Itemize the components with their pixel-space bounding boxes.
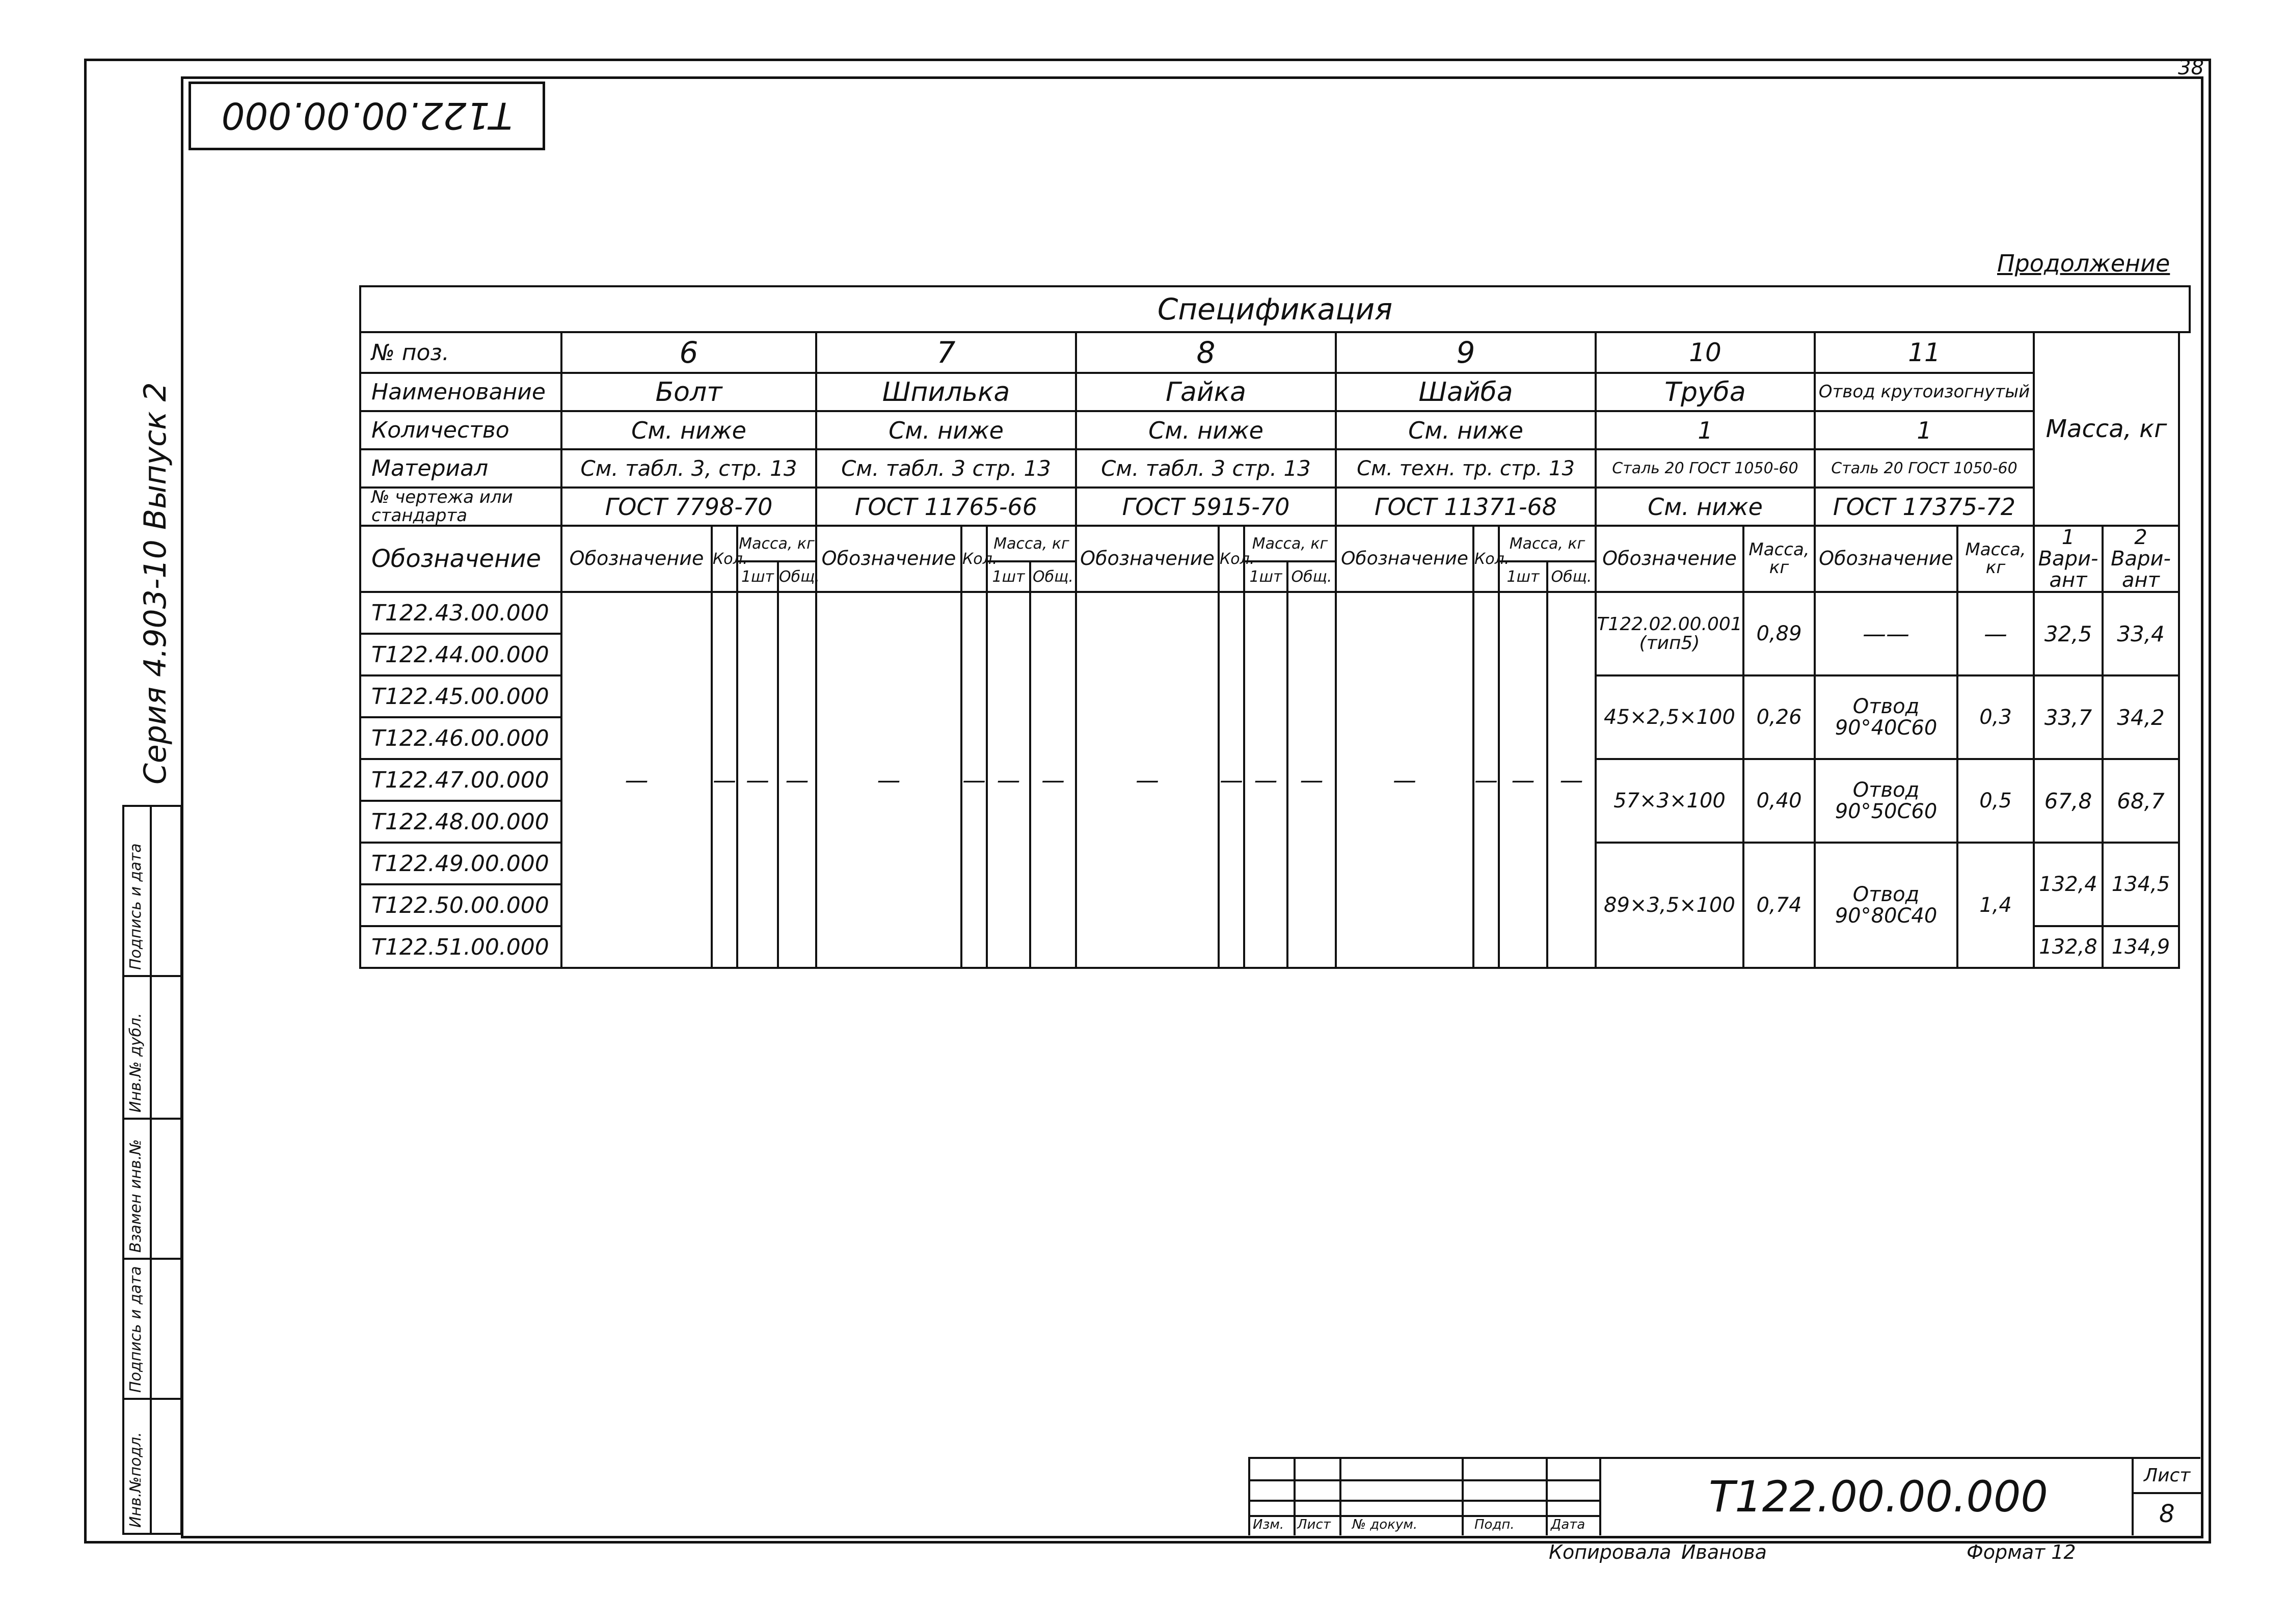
v1-group-1: 32,5	[2034, 592, 2103, 675]
dash-9-total: —	[1547, 592, 1596, 968]
copier-name: Иванова	[1681, 1541, 1767, 1563]
bend-group-3: Отвод 90°50С60	[1815, 759, 1957, 843]
table-row: Т122.48.00.000	[360, 801, 561, 843]
table-row: Т122.46.00.000	[360, 717, 561, 759]
tb-col-sheet: Лист	[1297, 1517, 1331, 1532]
standard-11: ГОСТ 17375-72	[1815, 488, 2034, 526]
title-block	[1248, 1457, 2200, 1535]
pos-6: 6	[561, 332, 816, 373]
dash-6-total: —	[778, 592, 816, 968]
bend-group-4: Отвод 90°80С40	[1815, 843, 1957, 968]
left-stamp-sign-date-1: Подпись и дата	[127, 1266, 145, 1393]
sub-designation-7: Обозначение	[816, 526, 961, 592]
pipe-mass-group-4: 0,74	[1743, 843, 1815, 968]
label-qty: Количество	[360, 411, 561, 449]
label-name: Наименование	[360, 373, 561, 411]
table-row: Т122.50.00.000	[360, 884, 561, 926]
sub-qty-6: Кол.	[712, 526, 737, 592]
top-stamp-text: Т122.00.00.000	[221, 94, 513, 138]
tb-col-date: Дата	[1551, 1517, 1585, 1532]
material-9: См. техн. тр. стр. 13	[1336, 449, 1596, 488]
dash-7-qty: —	[961, 592, 987, 968]
pipe-group-4: 89×3,5×100	[1596, 843, 1743, 968]
left-stamp-sign-date-2: Подпись и дата	[127, 843, 145, 970]
sheet-number: 8	[2159, 1500, 2175, 1528]
label-designation: Обозначение	[360, 526, 561, 592]
table-row: Т122.51.00.000	[360, 926, 561, 968]
standard-6: ГОСТ 7798-70	[561, 488, 816, 526]
dash-7: —	[816, 592, 961, 968]
continuation-label: Продолжение	[1997, 250, 2170, 277]
variant-1-header: 1 Вари-ант	[2034, 526, 2103, 592]
pos-8: 8	[1076, 332, 1336, 373]
label-material: Материал	[360, 449, 561, 488]
name-9: Шайба	[1336, 373, 1596, 411]
left-stamp-column	[122, 805, 182, 1535]
pipe-mass-group-2: 0,26	[1743, 675, 1815, 759]
sub-designation-10: Обозначение	[1596, 526, 1743, 592]
pipe-mass-group-3: 0,40	[1743, 759, 1815, 843]
dash-6-qty: —	[712, 592, 737, 968]
spec-title: Спецификация	[360, 286, 2190, 332]
dash-9: —	[1336, 592, 1473, 968]
material-10: Сталь 20 ГОСТ 1050-60	[1596, 449, 1815, 488]
format-label: Формат 12	[1967, 1541, 2076, 1563]
standard-10: См. ниже	[1596, 488, 1815, 526]
sub-one-9: 1шт	[1499, 561, 1547, 592]
table-row: Т122.44.00.000	[360, 634, 561, 675]
sub-designation-8: Обозначение	[1076, 526, 1219, 592]
sub-mass-9: Масса, кг	[1499, 526, 1596, 561]
dash-9-one: —	[1499, 592, 1547, 968]
sub-total-9: Общ.	[1547, 561, 1596, 592]
sub-qty-7: Кол.	[961, 526, 987, 592]
standard-7: ГОСТ 11765-66	[816, 488, 1076, 526]
left-stamp-inv-dup: Инв.№ дубл.	[127, 1013, 145, 1113]
sub-designation-6: Обозначение	[561, 526, 712, 592]
series-text: Серия 4.903-10 Выпуск 2	[138, 382, 173, 784]
pipe-group-2: 45×2,5×100	[1596, 675, 1743, 759]
v1-group-4: 132,4	[2034, 843, 2103, 926]
specification-table	[359, 285, 2191, 969]
bend-mass-group-4: 1,4	[1957, 843, 2034, 968]
dash-8-qty: —	[1219, 592, 1244, 968]
dash-7-one: —	[987, 592, 1030, 968]
mass-header: Масса, кг	[2034, 332, 2179, 526]
standard-9: ГОСТ 11371-68	[1336, 488, 1596, 526]
sub-mass-11: Масса, кг	[1957, 526, 2034, 592]
sub-total-6: Общ.	[778, 561, 816, 592]
label-pos: № поз.	[360, 332, 561, 373]
bend-mass-group-2: 0,3	[1957, 675, 2034, 759]
name-7: Шпилька	[816, 373, 1076, 411]
qty-8: См. ниже	[1076, 411, 1336, 449]
sub-total-8: Общ.	[1287, 561, 1336, 592]
tb-col-change: Изм.	[1253, 1517, 1284, 1532]
sub-mass-8: Масса, кг	[1244, 526, 1336, 561]
table-row: Т122.47.00.000	[360, 759, 561, 801]
table-row: Т122.49.00.000	[360, 843, 561, 884]
sub-mass-7: Масса, кг	[987, 526, 1076, 561]
sub-mass-10: Масса, кг	[1743, 526, 1815, 592]
name-10: Труба	[1596, 373, 1815, 411]
pos-9: 9	[1336, 332, 1596, 373]
sub-designation-9: Обозначение	[1336, 526, 1473, 592]
dash-6: —	[561, 592, 712, 968]
qty-11: 1	[1815, 411, 2034, 449]
top-stamp	[189, 82, 545, 150]
material-6: См. табл. 3, стр. 13	[561, 449, 816, 488]
v1-last-row: 132,8	[2034, 926, 2103, 968]
v2-group-2: 34,2	[2103, 675, 2179, 759]
sub-qty-9: Кол.	[1473, 526, 1499, 592]
material-11: Сталь 20 ГОСТ 1050-60	[1815, 449, 2034, 488]
v2-group-4: 134,5	[2103, 843, 2179, 926]
sub-qty-8: Кол.	[1219, 526, 1244, 592]
title-block-code: Т122.00.00.000	[1709, 1472, 2048, 1522]
bend-group-1: ——	[1815, 592, 1957, 675]
pos-7: 7	[816, 332, 1076, 373]
qty-7: См. ниже	[816, 411, 1076, 449]
dash-8-total: —	[1287, 592, 1336, 968]
v1-group-3: 67,8	[2034, 759, 2103, 843]
bend-mass-group-3: 0,5	[1957, 759, 2034, 843]
copied-label: Копировала	[1549, 1541, 1672, 1563]
tb-col-docnum: № докум.	[1352, 1517, 1418, 1532]
sub-total-7: Общ.	[1030, 561, 1076, 592]
sub-one-6: 1шт	[737, 561, 778, 592]
qty-9: См. ниже	[1336, 411, 1596, 449]
name-6: Болт	[561, 373, 816, 411]
sub-one-8: 1шт	[1244, 561, 1287, 592]
qty-6: См. ниже	[561, 411, 816, 449]
pipe-group-3: 57×3×100	[1596, 759, 1743, 843]
pos-11: 11	[1815, 332, 2034, 373]
sub-one-7: 1шт	[987, 561, 1030, 592]
v2-group-3: 68,7	[2103, 759, 2179, 843]
pos-10: 10	[1596, 332, 1815, 373]
dash-8-one: —	[1244, 592, 1287, 968]
left-stamp-inv-orig: Инв.№подл.	[127, 1432, 145, 1528]
material-7: См. табл. 3 стр. 13	[816, 449, 1076, 488]
bend-mass-group-1: —	[1957, 592, 2034, 675]
sheet-corner-number: 38	[2178, 56, 2204, 79]
pipe-group-1: Т122.02.00.001 (тип5)	[1596, 592, 1743, 675]
table-row: Т122.43.00.000	[360, 592, 561, 634]
sub-designation-11: Обозначение	[1815, 526, 1957, 592]
bend-group-2: Отвод 90°40С60	[1815, 675, 1957, 759]
sheet-label: Лист	[2144, 1465, 2191, 1486]
label-drawing: № чертежа или стандарта	[360, 488, 561, 526]
v2-last-row: 134,9	[2103, 926, 2179, 968]
left-stamp-replace: Взамен инв.№	[127, 1139, 145, 1253]
dash-9-qty: —	[1473, 592, 1499, 968]
dash-8: —	[1076, 592, 1219, 968]
standard-8: ГОСТ 5915-70	[1076, 488, 1336, 526]
v2-group-1: 33,4	[2103, 592, 2179, 675]
qty-10: 1	[1596, 411, 1815, 449]
sub-mass-6: Масса, кг	[737, 526, 816, 561]
name-11: Отвод крутоизогнутый	[1815, 373, 2034, 411]
table-row: Т122.45.00.000	[360, 675, 561, 717]
dash-6-one: —	[737, 592, 778, 968]
material-8: См. табл. 3 стр. 13	[1076, 449, 1336, 488]
v1-group-2: 33,7	[2034, 675, 2103, 759]
tb-col-sign: Подп.	[1474, 1517, 1515, 1532]
variant-2-header: 2 Вари-ант	[2103, 526, 2179, 592]
name-8: Гайка	[1076, 373, 1336, 411]
dash-7-total: —	[1030, 592, 1076, 968]
pipe-mass-group-1: 0,89	[1743, 592, 1815, 675]
